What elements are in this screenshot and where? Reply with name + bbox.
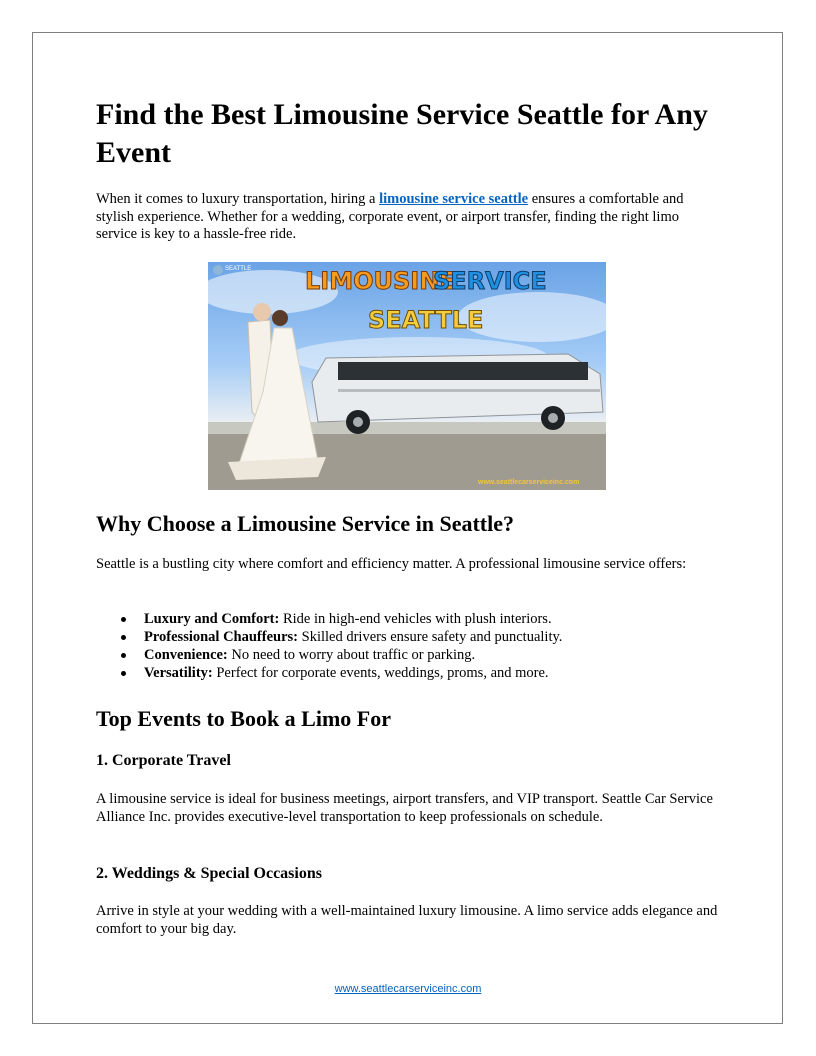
hero-image (208, 262, 606, 490)
section-heading-corporate: 1. Corporate Travel (96, 752, 231, 769)
benefit-text: Ride in high-end vehicles with plush interiors. (279, 611, 552, 627)
events-heading: Top Events to Book a Limo For (96, 706, 392, 731)
benefit-label: Versatility: (144, 665, 213, 681)
hero-headline-1: LIMOUSINE (305, 267, 456, 295)
list-item (96, 610, 720, 628)
why-heading: Why Choose a Limousine Service in Seattle? (96, 511, 514, 536)
benefit-text: Skilled drivers ensure safety and punctuality. (298, 629, 563, 645)
page-title: Find the Best Limousine Service Seattle for Any Event (96, 98, 708, 169)
hero-headline-3: SEATTLE (368, 306, 484, 334)
hero-headline-2: SERVICE (433, 267, 547, 295)
section-heading-weddings: 2. Weddings & Special Occasions (96, 865, 322, 882)
section-text-corporate: A limousine service is ideal for business meetings, airport transfers, and VIP transport. Seattle Car Service Alliance Inc. provides executive-level transportation to keep professionals on schedule. (96, 791, 713, 825)
list-item (96, 628, 720, 646)
benefit-label: Professional Chauffeurs: (144, 629, 298, 645)
benefit-text: No need to worry about traffic or parking. (227, 647, 476, 663)
limousine-service-link[interactable]: limousine service seattle (379, 191, 529, 207)
benefit-label: Convenience: (144, 647, 228, 663)
list-item (96, 664, 720, 682)
footer-website-link[interactable]: www.seattlecarserviceinc.com (334, 983, 482, 995)
section-text-weddings: Arrive in style at your wedding with a well-maintained luxury limousine. A limo service adds elegance and comfort to your big day. (96, 903, 718, 937)
benefits-list (96, 610, 720, 682)
intro-text-after: ensures a comfortable and stylish experience. Whether for a wedding, corporate event, or airport transfer, finding the right limo service is key to a hassle-free ride. (96, 191, 684, 242)
benefit-label: Luxury and Comfort: (144, 611, 280, 627)
intro-paragraph (96, 191, 720, 244)
list-item (96, 646, 720, 664)
why-paragraph: Seattle is a bustling city where comfort and efficiency matter. A professional limousine service offers: (96, 556, 687, 572)
intro-text-before: When it comes to luxury transportation, hiring a (96, 191, 380, 207)
hero-watermark: www.seattlecarserviceinc.com (478, 479, 580, 486)
wedding-couple-icon (228, 303, 326, 480)
benefit-text: Perfect for corporate events, weddings, proms, and more. (212, 665, 549, 681)
logo-text: SEATTLE (225, 266, 252, 272)
